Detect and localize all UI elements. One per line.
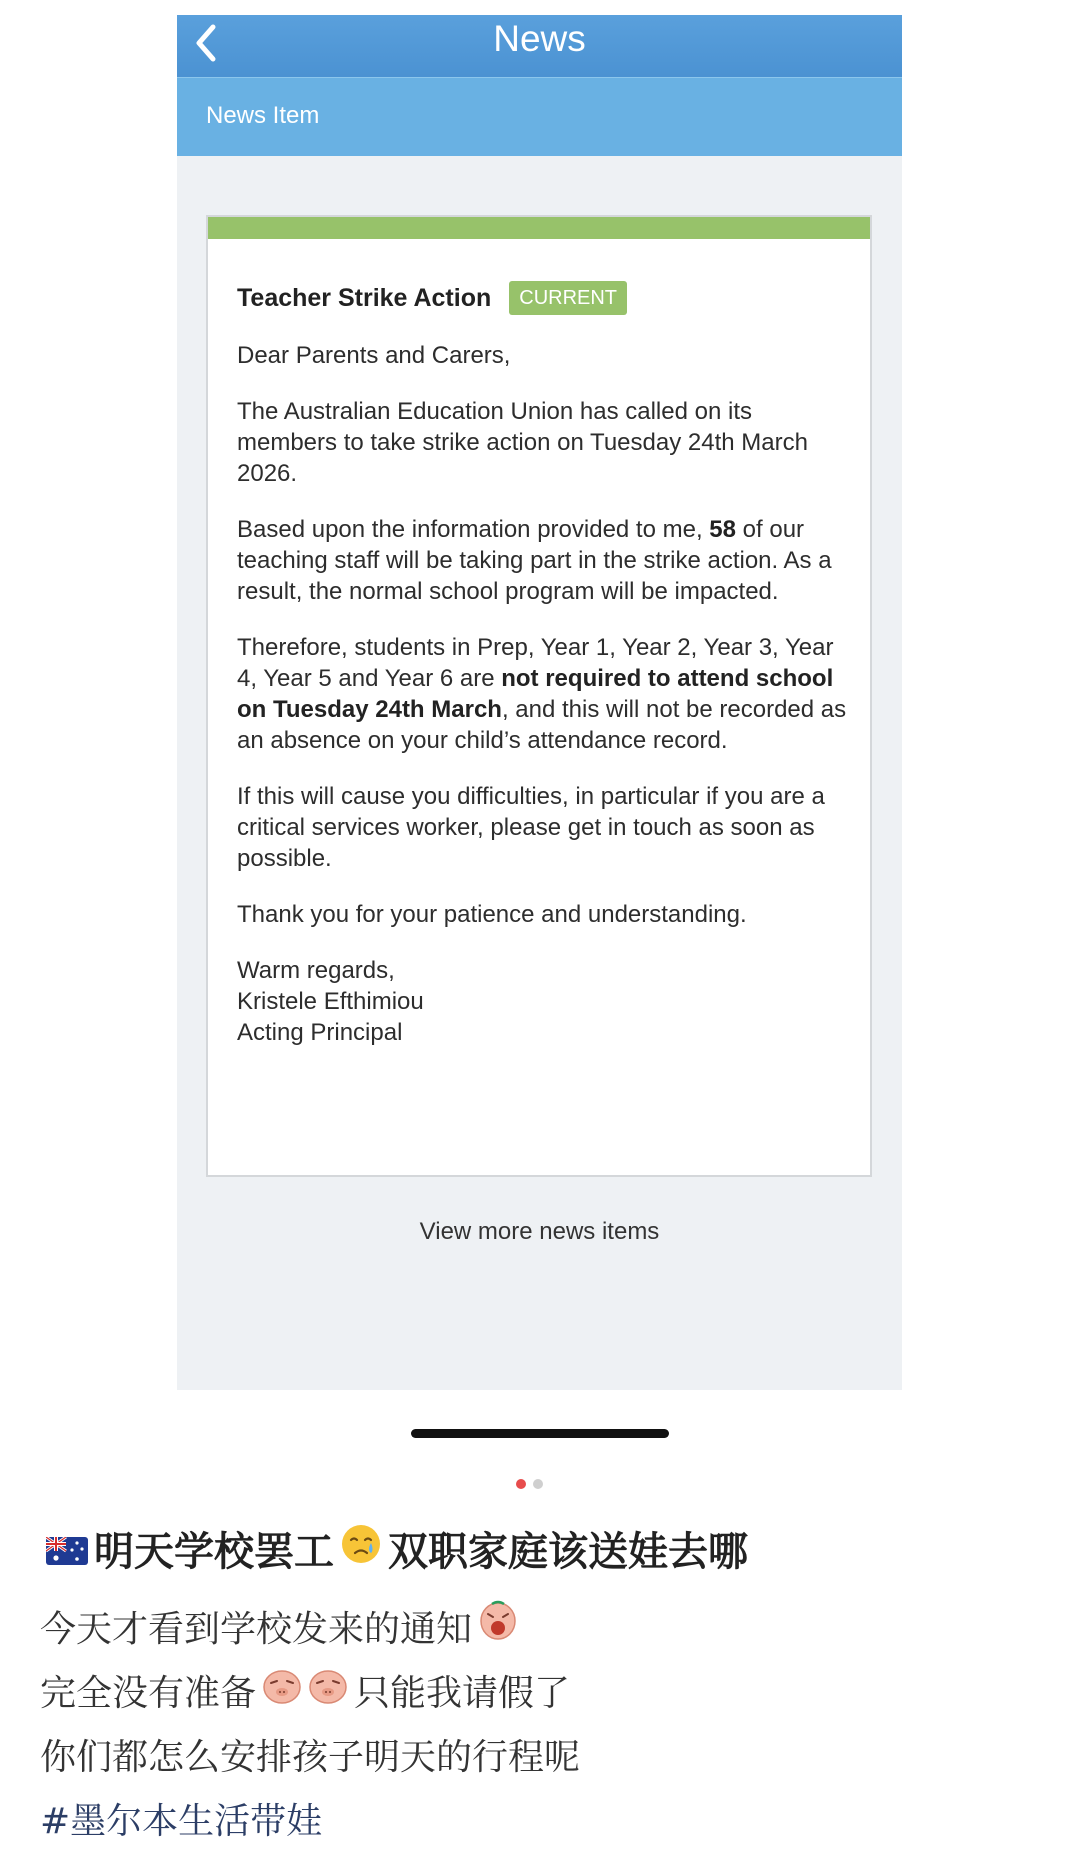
subheader — [177, 77, 902, 156]
view-more-news-link[interactable]: View more news items — [419, 1218, 660, 1245]
home-indicator — [411, 1429, 669, 1438]
paragraph-1: The Australian Education Union has called on its members to take strike action on Tuesday 24th March 2026. — [237, 398, 808, 487]
paragraph-4: If this will cause you difficulties, in particular if you are a critical services worker, please get in touch as soon as possible. — [237, 783, 825, 872]
hashtag-row — [40, 1790, 1050, 1854]
post-line-2-text: 完全没有准备 — [40, 1673, 257, 1714]
attendance-notice: not required to attend school on Tuesday 24th March — [237, 665, 834, 723]
post-line-3: 你们都怎么安排孩子明天的行程呢 — [40, 1737, 581, 1778]
pager-dot-2[interactable] — [533, 1479, 543, 1489]
paragraph-3-text-end: , and this will not be recorded as an absence on your child’s attendance record. — [237, 696, 847, 754]
paragraph-5: Thank you for your patience and understanding. — [237, 901, 747, 928]
sad-pig-emoji — [262, 1662, 302, 1726]
nav-bar — [177, 15, 902, 77]
paragraph-3 — [237, 632, 847, 756]
hashtag-link[interactable]: #墨尔本生活带娃 — [40, 1801, 323, 1842]
news-screenshot — [177, 15, 902, 1390]
paragraph-3-text: Therefore, students in Prep, Year 1, Year 2, Year 3, Year 4, Year 5 and Year 6 are — [237, 634, 834, 692]
signature-block — [237, 955, 847, 1048]
news-card — [206, 215, 872, 1177]
post-line-2 — [40, 1662, 1050, 1726]
greeting: Dear Parents and Carers, — [237, 342, 511, 369]
signer-name: Kristele Efthimiou — [237, 988, 424, 1015]
post-line-2-end: 只能我请假了 — [354, 1673, 571, 1714]
signer-role: Acting Principal — [237, 1019, 403, 1046]
post-line-1-text: 今天才看到学校发来的通知 — [40, 1609, 473, 1650]
paragraph-2-text: Based upon the information provided to me, — [237, 516, 710, 543]
sad-pig-emoji — [308, 1662, 348, 1726]
image-pager — [516, 1479, 543, 1489]
signoff: Warm regards, — [237, 957, 395, 984]
pager-dot-1[interactable] — [516, 1479, 526, 1489]
post-content — [40, 1520, 1050, 1854]
post-title — [40, 1520, 1050, 1584]
crying-face-emoji — [340, 1520, 382, 1584]
news-title-row — [237, 279, 847, 317]
card-accent-bar — [208, 217, 870, 239]
staff-count: 58 — [709, 516, 736, 543]
paragraph-2 — [237, 514, 847, 607]
news-title: Teacher Strike Action — [237, 283, 492, 312]
screaming-pig-emoji — [478, 1598, 518, 1662]
australia-flag-icon — [46, 1520, 88, 1584]
status-badge: CURRENT — [509, 281, 627, 315]
post-line-1 — [40, 1598, 1050, 1662]
paragraph-2-text-end: of our teaching staff will be taking part in the strike action. As a result, the normal school program will be impacted. — [237, 516, 832, 605]
page-title: News — [493, 18, 586, 59]
subheader-label: News Item — [206, 102, 320, 129]
post-title-part-1: 明天学校罢工 — [94, 1529, 334, 1575]
card-body — [237, 279, 847, 1048]
post-title-part-2: 双职家庭该送娃去哪 — [388, 1529, 748, 1575]
